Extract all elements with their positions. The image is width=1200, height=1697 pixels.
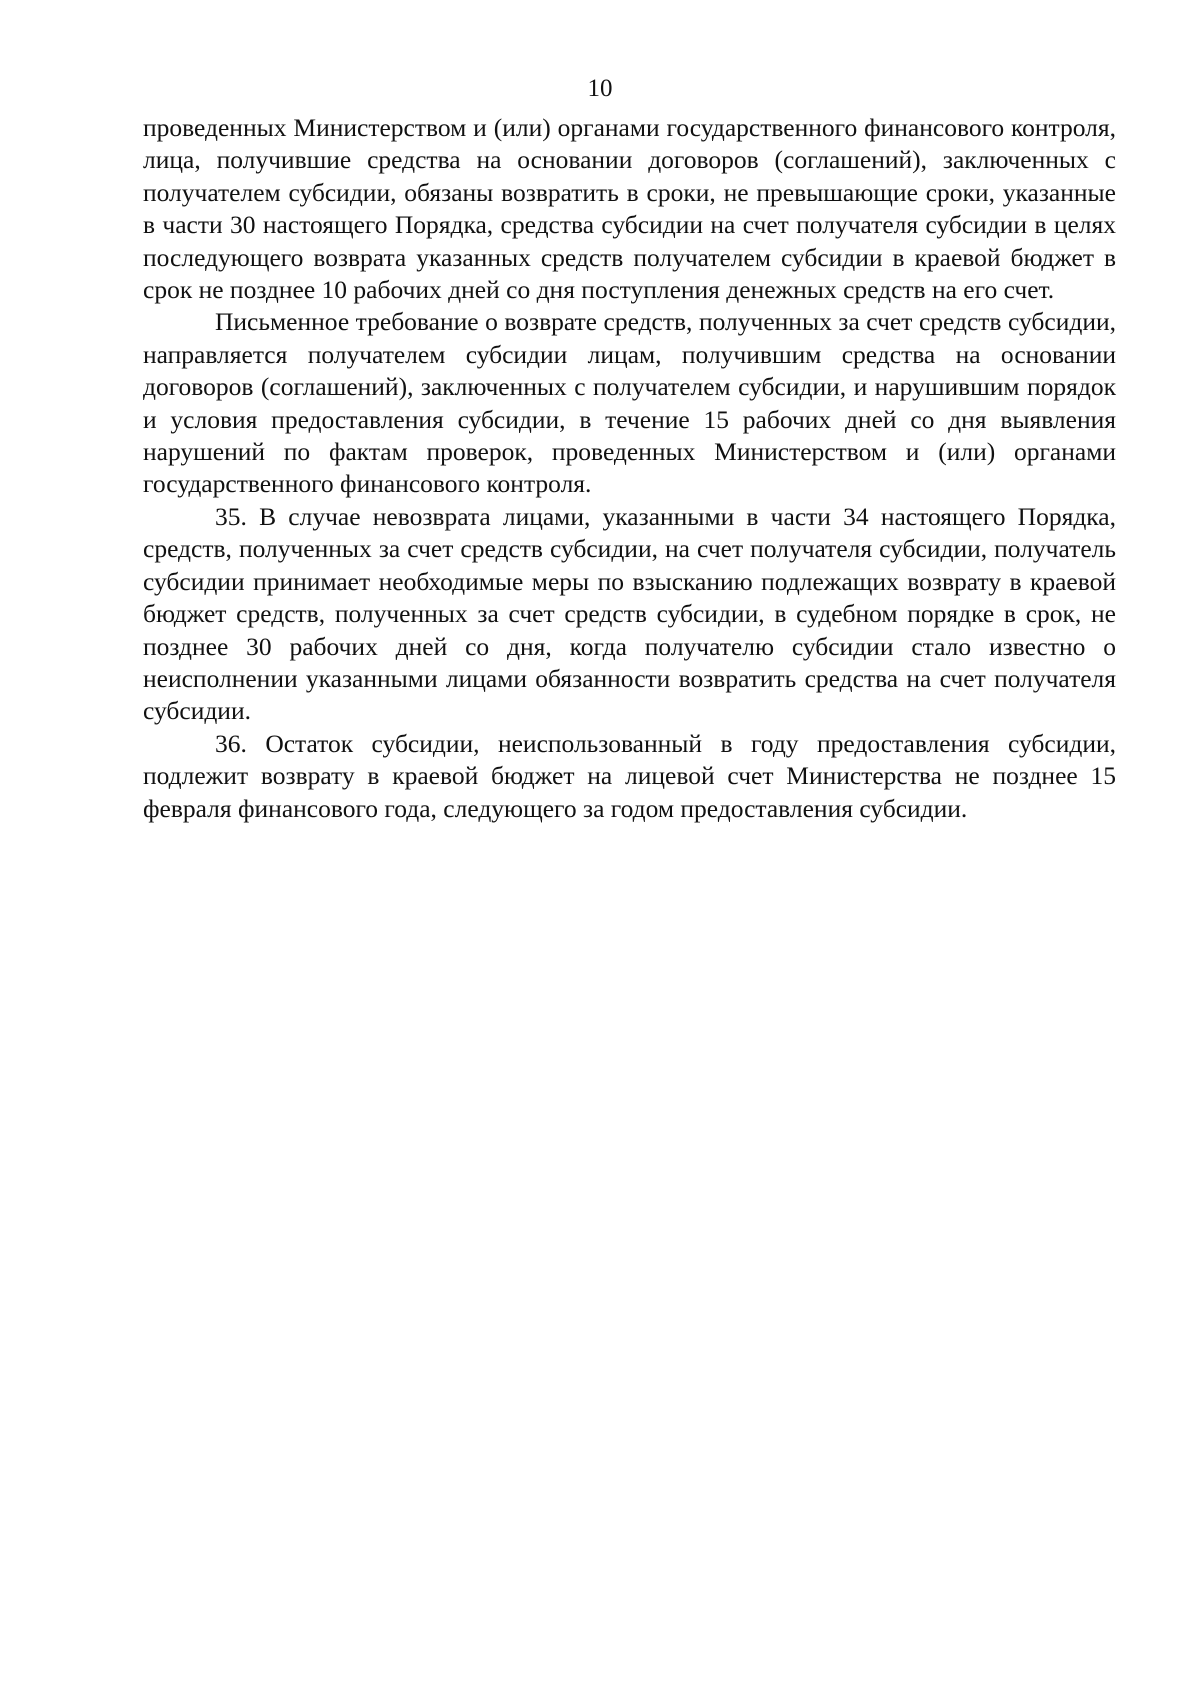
paragraph-clause-36: 36. Остаток субсидии, неиспользованный в году предоставления субсидии, подлежит возврату в краевой бюджет на лицевой счет Министерства не позднее 15 февраля финансового года, следующего за годом предоставления субсидии. xyxy=(143,728,1116,823)
paragraph-continuation: проведенных Министерством и (или) органами государственного финансового контроля, лица, получившие средства на основании договоров (соглашений), заключенных с получателем субсидии, обязаны возвратить в сроки, не превышающие сроки, указанные в части 30 настоящего Порядка, средства субсидии на счет получателя субсидии в целях последующего возврата указанных средств получателем субсидии в краевой бюджет в срок не позднее 10 рабочих дней со дня поступления денежных средств на его счет. xyxy=(143,113,1116,305)
paragraph-written-demand: Письменное требование о возврате средств, полученных за счет средств субсидии, направляется получателем субсидии лицам, получившим средства на основании договоров (соглашений), заключенных с получателем субсидии, и нарушившим порядок и условия предоставления субсидии, в течение 15 рабочих дней со дня выявления нарушений по фактам проверок, проведенных Министерством и (или) органами государственного финансового контроля. xyxy=(143,307,1116,499)
paragraph-clause-35: 35. В случае невозврата лицами, указанными в части 34 настоящего Порядка, средств, полученных за счет средств субсидии, на счет получателя субсидии, получатель субсидии принимает необходимые меры по взысканию подлежащих возврату в краевой бюджет средств, полученных за счет средств субсидии, в судебном порядке в срок, не позднее 30 рабочих дней со дня, когда получателю субсидии стало известно о неисполнении указанными лицами обязанности возвратить средства на счет получателя субсидии. xyxy=(143,501,1116,726)
page-number: 10 xyxy=(587,75,613,102)
document-body xyxy=(143,112,1116,825)
